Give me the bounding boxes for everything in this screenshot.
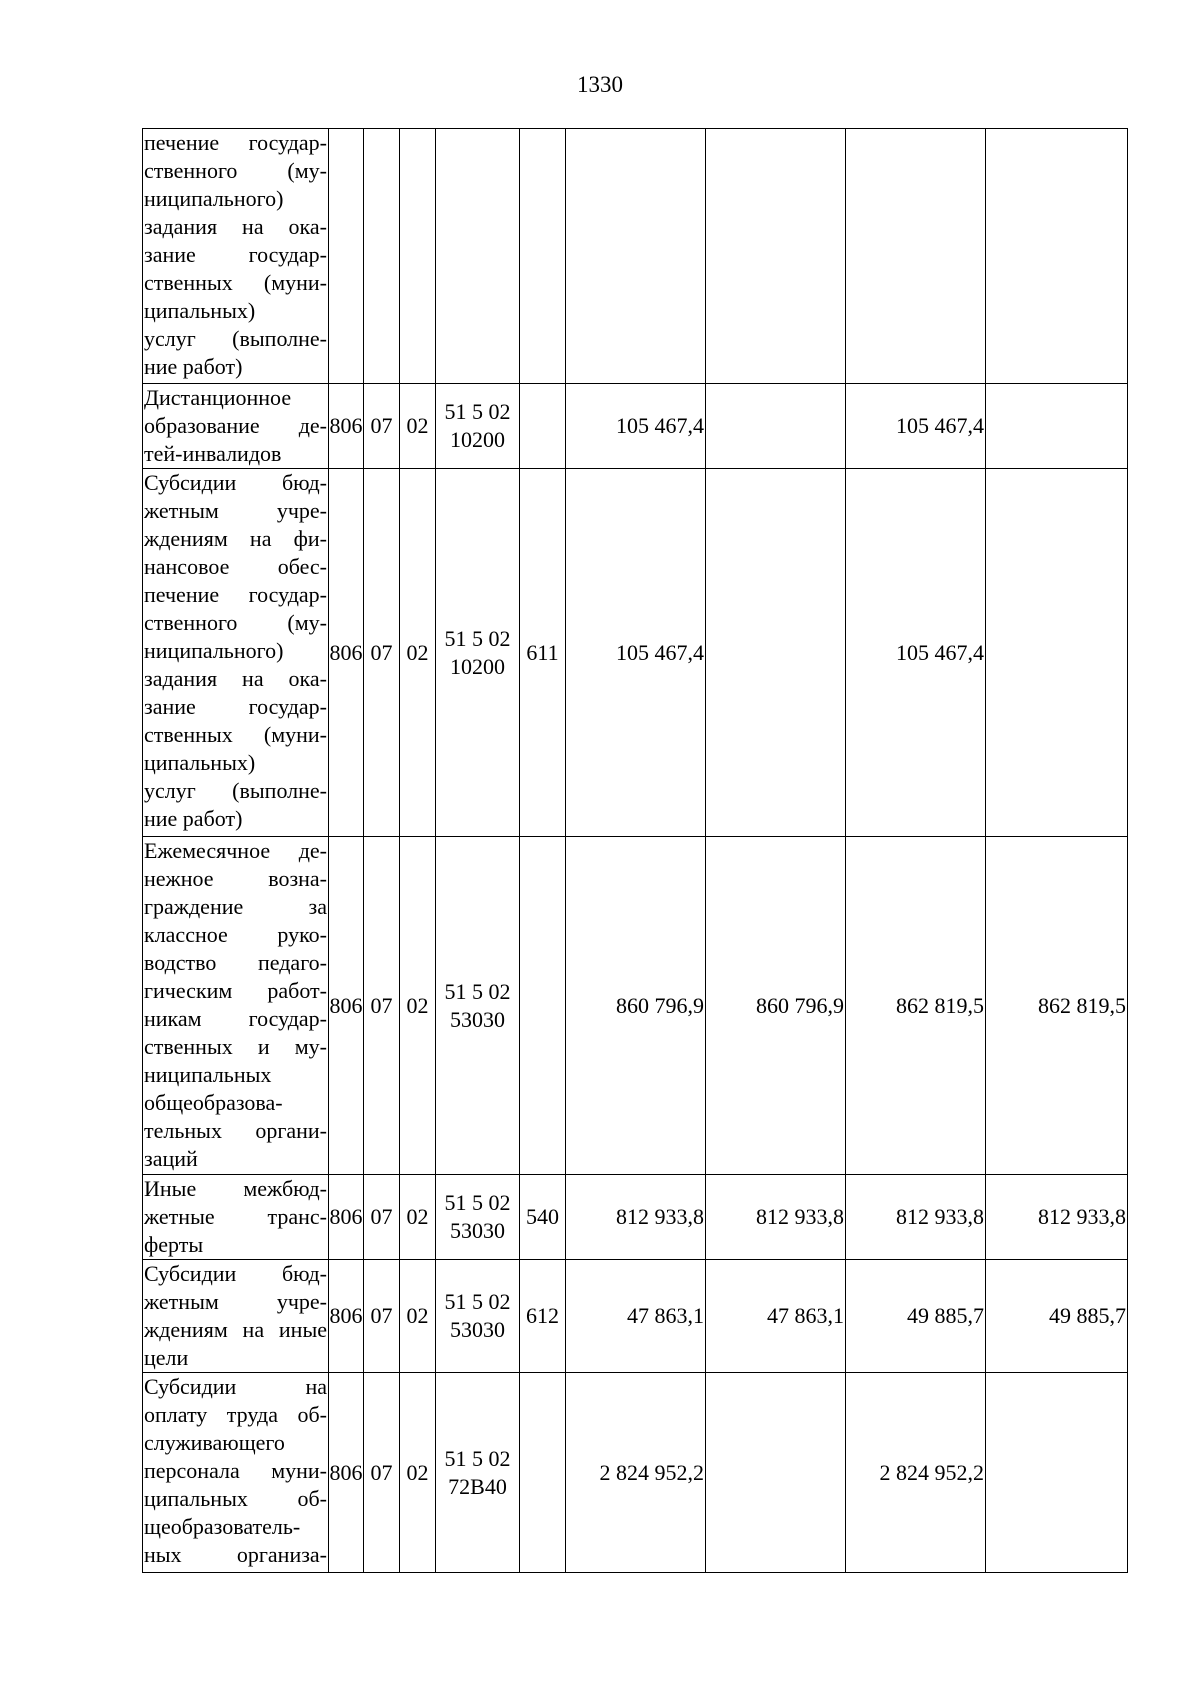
- amount-cell-1: 812 933,8: [566, 1175, 706, 1260]
- row-name-line: цели: [144, 1345, 189, 1370]
- table-row: [143, 837, 1128, 1175]
- target-article-cell: [436, 129, 520, 384]
- row-name-line: ципальных): [144, 750, 256, 775]
- row-name-line: нежное возна-: [144, 866, 327, 891]
- subsection-code-cell: 02: [400, 469, 436, 837]
- target-article-cell: [436, 1260, 520, 1373]
- row-name-line: персонала муни-: [144, 1458, 327, 1483]
- target-article-line: 51 5 02: [444, 1445, 511, 1471]
- expense-type-cell: 612: [520, 1260, 566, 1373]
- row-name-line: общеобразова-: [144, 1090, 283, 1115]
- subsection-code-cell: 02: [400, 837, 436, 1175]
- target-article-line: 51 5 02: [444, 1190, 511, 1215]
- row-name-line: задания на ока-: [144, 666, 327, 691]
- row-name-line: оплату труда об-: [144, 1402, 327, 1427]
- row-name-line: ние работ): [144, 806, 243, 831]
- section-code-cell: 07: [364, 1260, 400, 1373]
- ministry-code-cell: 806: [329, 837, 364, 1175]
- amount-cell-4: 862 819,5: [986, 837, 1128, 1175]
- row-name-cell: [143, 129, 329, 384]
- table-row: [143, 384, 1128, 469]
- row-name-line: щеобразователь-: [144, 1514, 301, 1539]
- row-name-cell: [143, 384, 329, 469]
- row-name-line: жетным учре-: [144, 498, 327, 523]
- row-name-line: печение государ-: [144, 582, 327, 607]
- amount-cell-4: 812 933,8: [986, 1175, 1128, 1260]
- row-name-line: зание государ-: [144, 694, 327, 719]
- target-article-line: 53030: [450, 1006, 505, 1032]
- amount-cell-4: [986, 129, 1128, 384]
- section-code-cell: 07: [364, 1175, 400, 1260]
- amount-cell-2: 812 933,8: [706, 1175, 846, 1260]
- row-name-line: ждениям на фи-: [144, 526, 327, 551]
- section-code-cell: 07: [364, 469, 400, 837]
- expense-type-cell: [520, 129, 566, 384]
- row-name-line: ственного (му-: [144, 610, 327, 635]
- row-name-line: гическим работ-: [144, 978, 327, 1003]
- section-code-cell: 07: [364, 384, 400, 469]
- row-name-line: жетным учре-: [144, 1289, 327, 1314]
- amount-cell-4: 49 885,7: [986, 1260, 1128, 1373]
- row-name-line: Дистанционное: [144, 385, 292, 410]
- page-number: 1330: [577, 72, 623, 97]
- amount-cell-1: 2 824 952,2: [566, 1373, 706, 1573]
- table-row: [143, 469, 1128, 837]
- row-name-line: ственных и му-: [144, 1034, 327, 1059]
- section-code-cell: 07: [364, 1373, 400, 1573]
- table-row: [143, 1373, 1128, 1573]
- subsection-code-cell: 02: [400, 1175, 436, 1260]
- amount-cell-2: [706, 1373, 846, 1573]
- row-name-line: водство педаго-: [144, 950, 327, 975]
- row-name-line: Субсидии на: [144, 1374, 327, 1399]
- target-article-cell: [436, 469, 520, 837]
- table-row: [143, 129, 1128, 384]
- row-name-line: Субсидии бюд-: [144, 470, 327, 495]
- row-name-line: ние работ): [144, 354, 243, 379]
- section-code-cell: [364, 129, 400, 384]
- row-name-cell: [143, 469, 329, 837]
- target-article-cell: [436, 837, 520, 1175]
- amount-cell-2: [706, 384, 846, 469]
- row-name-cell: [143, 1373, 329, 1573]
- section-code-cell: 07: [364, 837, 400, 1175]
- subsection-code-cell: [400, 129, 436, 384]
- target-article-line: 10200: [450, 653, 505, 679]
- row-name-line: ственных (муни-: [144, 722, 327, 747]
- subsection-code-cell: 02: [400, 1260, 436, 1373]
- row-name-line: нансовое обес-: [144, 554, 327, 579]
- amount-cell-3: 2 824 952,2: [846, 1373, 986, 1573]
- row-name-line: Иные межбюд-: [144, 1176, 327, 1201]
- row-name-cell: [143, 1175, 329, 1260]
- row-name-line: Ежемесячное де-: [144, 838, 327, 863]
- budget-table: [142, 128, 1128, 1573]
- ministry-code-cell: [329, 129, 364, 384]
- row-name-line: ниципальных: [144, 1062, 272, 1087]
- amount-cell-2: 47 863,1: [706, 1260, 846, 1373]
- target-article-cell: [436, 1175, 520, 1260]
- row-name-line: ниципального): [144, 638, 284, 663]
- amount-cell-1: 47 863,1: [566, 1260, 706, 1373]
- target-article-line: 53030: [450, 1218, 505, 1243]
- row-name-line: ждениям на иные: [144, 1317, 327, 1342]
- table-body: [143, 129, 1128, 1573]
- row-name-line: ферты: [144, 1232, 204, 1257]
- row-name-line: услуг (выполне-: [144, 778, 327, 803]
- row-name-line: задания на ока-: [144, 214, 327, 239]
- target-article-line: 51 5 02: [444, 399, 511, 424]
- amount-cell-3: 862 819,5: [846, 837, 986, 1175]
- target-article-line: 53030: [450, 1317, 505, 1342]
- row-name-line: служивающего: [144, 1430, 285, 1455]
- ministry-code-cell: 806: [329, 384, 364, 469]
- expense-type-cell: [520, 384, 566, 469]
- target-article-line: 51 5 02: [444, 978, 511, 1004]
- ministry-code-cell: 806: [329, 469, 364, 837]
- row-name-line: никам государ-: [144, 1006, 327, 1031]
- amount-cell-1: 105 467,4: [566, 469, 706, 837]
- target-article-line: 72В40: [448, 1473, 507, 1499]
- row-name-line: услуг (выполне-: [144, 326, 327, 351]
- row-name-line: граждение за: [144, 894, 327, 919]
- expense-type-cell: [520, 837, 566, 1175]
- ministry-code-cell: 806: [329, 1260, 364, 1373]
- amount-cell-1: 860 796,9: [566, 837, 706, 1175]
- expense-type-cell: 611: [520, 469, 566, 837]
- row-name-line: заций: [144, 1146, 198, 1171]
- amount-cell-3: [846, 129, 986, 384]
- subsection-code-cell: 02: [400, 384, 436, 469]
- row-name-line: ниципального): [144, 186, 284, 211]
- amount-cell-4: [986, 384, 1128, 469]
- row-name-line: ных организа-: [144, 1542, 327, 1567]
- amount-cell-4: [986, 469, 1128, 837]
- amount-cell-3: 105 467,4: [846, 384, 986, 469]
- row-name-line: образование де-: [144, 413, 327, 438]
- amount-cell-1: [566, 129, 706, 384]
- row-name-line: классное руко-: [144, 922, 327, 947]
- row-name-cell: [143, 837, 329, 1175]
- row-name-line: жетные транс-: [144, 1204, 327, 1229]
- target-article-line: 10200: [450, 427, 505, 452]
- amount-cell-3: 812 933,8: [846, 1175, 986, 1260]
- target-article-line: 51 5 02: [444, 1289, 511, 1314]
- row-name-line: печение государ-: [144, 130, 327, 155]
- expense-type-cell: 540: [520, 1175, 566, 1260]
- amount-cell-3: 49 885,7: [846, 1260, 986, 1373]
- amount-cell-3: 105 467,4: [846, 469, 986, 837]
- row-name-line: ципальных об-: [144, 1486, 327, 1511]
- row-name-line: ственного (му-: [144, 158, 327, 183]
- row-name-line: зание государ-: [144, 242, 327, 267]
- ministry-code-cell: 806: [329, 1175, 364, 1260]
- row-name-line: тей-инвалидов: [144, 441, 282, 466]
- ministry-code-cell: 806: [329, 1373, 364, 1573]
- row-name-cell: [143, 1260, 329, 1373]
- amount-cell-4: [986, 1373, 1128, 1573]
- table-row: [143, 1175, 1128, 1260]
- row-name-line: ственных (муни-: [144, 270, 327, 295]
- target-article-cell: [436, 384, 520, 469]
- row-name-line: Субсидии бюд-: [144, 1261, 327, 1286]
- expense-type-cell: [520, 1373, 566, 1573]
- amount-cell-2: 860 796,9: [706, 837, 846, 1175]
- row-name-line: ципальных): [144, 298, 256, 323]
- target-article-line: 51 5 02: [444, 625, 511, 651]
- amount-cell-2: [706, 129, 846, 384]
- amount-cell-1: 105 467,4: [566, 384, 706, 469]
- row-name-line: тельных органи-: [144, 1118, 327, 1143]
- target-article-cell: [436, 1373, 520, 1573]
- subsection-code-cell: 02: [400, 1373, 436, 1573]
- amount-cell-2: [706, 469, 846, 837]
- table-row: [143, 1260, 1128, 1373]
